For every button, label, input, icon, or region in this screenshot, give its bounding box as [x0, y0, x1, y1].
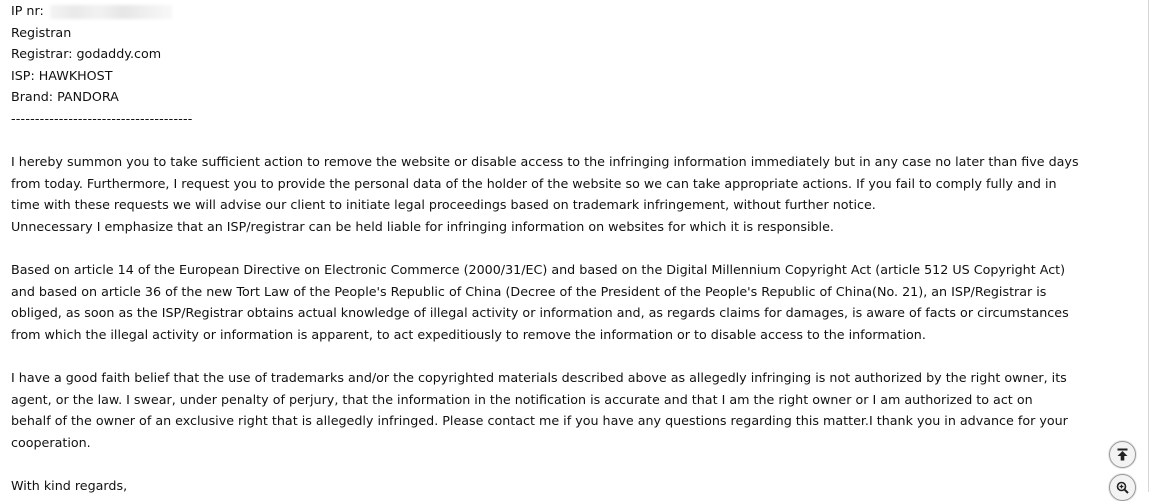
- paragraph-line: from which the illegal activity or information is apparent, to act expeditiously to remove the information or to disable access to the information.: [11, 326, 926, 342]
- redacted-ip: [50, 5, 172, 19]
- paragraph-line: from today. Furthermore, I request you to provide the personal data of the holder of the website so we can take appropriate actions. If you fail to comply fully and in: [11, 175, 1057, 191]
- paragraph-line: Based on article 14 of the European Directive on Electronic Commerce (2000/31/EC) and based on the Digital Millennium Copyright Act (article 512 US Copyright Act): [11, 262, 1066, 278]
- ip-line: [11, 0, 1139, 22]
- ip-label: IP nr:: [11, 3, 44, 18]
- paragraph-summon: [11, 151, 1139, 237]
- paragraph-good-faith: [11, 367, 1139, 453]
- paragraph-line: I hereby summon you to take sufficient action to remove the website or disable access to the infringing information immediately but in any case no later than five days: [11, 154, 1079, 170]
- paragraph-line: agent, or the law. I swear, under penalty of perjury, that the information in the notification is accurate and that I am the right owner or I am authorized to act on: [11, 391, 1033, 407]
- scroll-to-top-button[interactable]: [1109, 441, 1136, 468]
- registrant-line: Registran: [11, 24, 72, 40]
- paragraph-line: I have a good faith belief that the use of trademarks and/or the copyrighted materials described above as allegedly infringing is not authorized by the right owner, its: [11, 370, 1067, 386]
- zoom-in-button[interactable]: [1109, 474, 1136, 501]
- closing-line: With kind regards,: [11, 478, 128, 494]
- divider-line: --------------------------------------: [11, 110, 193, 126]
- brand-line: Brand: PANDORA: [11, 89, 119, 105]
- isp-line: ISP: HAWKHOST: [11, 67, 113, 83]
- registrar-line: Registrar: godaddy.com: [11, 46, 162, 62]
- paragraph-line: obliged, as soon as the ISP/Registrar obtains actual knowledge of illegal activity or information and, as regards claims for damages, is aware of facts or circumstances: [11, 305, 1069, 321]
- email-body: [11, 0, 1139, 497]
- paragraph-line: time with these requests we will advise our client to initiate legal proceedings based on trademark infringement, without further notice.: [11, 197, 876, 213]
- paragraph-line: cooperation.: [11, 434, 91, 450]
- paragraph-line: behalf of the owner of an exclusive right that is allegedly infringed. Please contact me if you have any questions regarding this matter.I thank you in advance for your: [11, 413, 1068, 429]
- scroll-to-top-icon: [1116, 448, 1129, 461]
- paragraph-line: and based on article 36 of the new Tort Law of the People's Republic of China (Decree of the President of the People's Republic of China(No. 21), an ISP/Registrar is: [11, 283, 1047, 299]
- zoom-in-icon: [1116, 481, 1129, 494]
- paragraph-line: Unnecessary I emphasize that an ISP/registrar can be held liable for infringing information on websites for which it is responsible.: [11, 218, 834, 234]
- paragraph-legal-basis: [11, 259, 1139, 345]
